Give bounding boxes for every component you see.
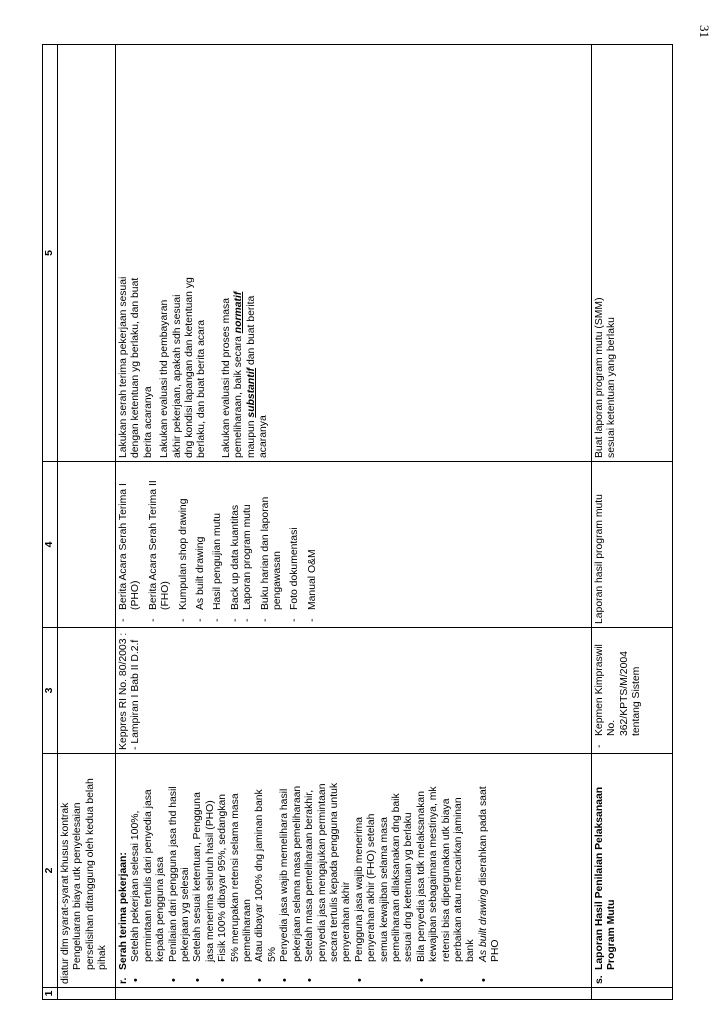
header-col-5: 5 xyxy=(43,45,58,462)
cell-regulation xyxy=(592,628,673,754)
cell-actions xyxy=(592,45,673,462)
list-item: - Berita Acara Serah Terima I (PHO) xyxy=(118,483,142,622)
header-col-1: 1 xyxy=(43,988,58,1000)
item-letter: r. xyxy=(118,977,129,984)
header-row xyxy=(43,45,58,1000)
text-line: Buat laporan program mutu (SMM) xyxy=(594,297,605,458)
header-col-3: 3 xyxy=(43,628,58,754)
header-col-2: 2 xyxy=(43,754,58,988)
action-paragraph: Lakukan serah terima pekerjaan sesuai dengan ketentuan yg berlaku, dan buat berita acaranya xyxy=(118,276,154,458)
list-item: - Foto dokumentasi xyxy=(289,527,301,622)
bullet-item: • Setelah pekerjaan selesai 100%, permintaan tertulis dari penyedia jasa kepada pengguna jasa xyxy=(130,789,167,982)
rotated-table-wrapper xyxy=(42,45,673,1000)
cell-empty xyxy=(58,462,116,628)
bullet-list xyxy=(130,757,502,984)
item-title: Serah terima pekerjaan: xyxy=(118,852,129,970)
text-line: Pengeluaran biaya utk penyelesaian xyxy=(72,802,84,970)
cell-empty xyxy=(58,45,116,462)
cell-serah-terima xyxy=(116,754,592,988)
dash-list xyxy=(118,465,319,624)
list-item: - Hasil pengujian mutu xyxy=(212,512,224,622)
list-item: - As built drawing xyxy=(195,536,207,622)
table-row-r xyxy=(116,45,592,1000)
cell-laporan xyxy=(592,754,673,988)
text-line: pihak xyxy=(97,945,109,970)
bullet-item: • Bila penyedia jasa tdk melaksanakan kewajiban sebagaimana mestinya, mk retensi bisa dipergunakan utk biaya perbaikan atau mencairkan jaminan bank xyxy=(415,786,477,982)
dash-list xyxy=(594,631,644,750)
text-line: perselisihan ditanggung oleh kedua belah xyxy=(84,778,96,970)
cell-empty xyxy=(58,988,116,1000)
item-letter: s. xyxy=(594,975,605,984)
text-line: - Lampiran I Bab II D.2.f xyxy=(130,639,142,750)
table-row-continued xyxy=(58,45,116,1000)
table-row-s xyxy=(592,45,673,1000)
text-line: Laporan hasil program mutu xyxy=(594,494,605,624)
bullet-item: • Setelah sesuai ketentuan, Pengguna jasa menerima seluruh hasil (PHO) xyxy=(192,792,216,982)
cell-continued-text xyxy=(58,754,116,988)
text-line: diatur dlm syarat-syarat khusus kontrak xyxy=(60,802,71,984)
bullet-item: • Setelah masa pemeliharaan berakhir, penyedia jasa mengajukan permintaan secara tertulis kepada pengguna untuk penyerahan akhir xyxy=(304,782,353,982)
list-item: - Manual O&M xyxy=(306,549,318,622)
bullet-item: • As built drawing diserahkan pada saat PHO xyxy=(477,786,502,982)
cell-regulation xyxy=(116,628,592,754)
bullet-item: • Penilaian dari pengguna jasa thd hasil pekerjaan yg selesai xyxy=(167,786,192,982)
text-line: Keppres RI No. 80/2003 : xyxy=(118,632,129,750)
cell-actions xyxy=(116,45,592,462)
page-number: 31 xyxy=(697,25,712,38)
list-item: - Back up data kuantitas xyxy=(229,504,241,622)
cell-documents xyxy=(592,462,673,628)
item-title: Laporan Hasil Penilaian Pelaksanaan xyxy=(594,786,605,970)
list-item: - Kepmen Kimpraswil No. 362/KPTS/M/2004 tentang Sistem xyxy=(594,644,643,748)
bullet-item: • Atau dibayar 100% dng jaminan bank 5% xyxy=(254,789,278,982)
bullet-item: • Penyedia jasa wajib memelihara hasil pekerjaan selama masa pemeliharaan xyxy=(279,785,303,982)
cell-empty xyxy=(116,988,592,1000)
cell-empty xyxy=(592,988,673,1000)
action-paragraph: Lakukan evaluasi thd pembayaran akhir pekerjaan, apakah sdh sesuai dng kondisi lapangan dan ketentuan yg berlaku, dan buat berita acara xyxy=(159,277,208,458)
text-line: sesuai ketentuan yang berlaku xyxy=(606,317,618,458)
header-col-4: 4 xyxy=(43,462,58,628)
list-item: - Berita Acara Serah Terima II (FHO) xyxy=(147,480,172,622)
checklist-table xyxy=(42,44,673,1000)
cell-documents xyxy=(116,462,592,628)
bullet-item: • Pengguna jasa wajib menerima penyerahan akhir (FHO) setelah semua kewajiban selama masa pemeliharaan dilaksanakan dng baik sesuai dng ketentuan yg berlaku xyxy=(353,793,415,982)
bullet-item: • Fisik 100% dibayar 95%, sedangkan 5% merupakan retensi selama masa pemeliharaan xyxy=(217,793,254,982)
list-item: - Buku harian dan laporan pengawasan xyxy=(259,496,284,622)
list-item: - Kumpulan shop drawing xyxy=(177,498,189,622)
cell-empty xyxy=(58,628,116,754)
item-title-cont: Program Mutu xyxy=(606,899,618,970)
action-paragraph: Lakukan evaluasi thd proses masa pemeliharaan, baik secara normatif maupun substantif dan buat berita acaranya xyxy=(220,291,270,458)
list-item: - Laporan program mutu xyxy=(242,504,254,622)
